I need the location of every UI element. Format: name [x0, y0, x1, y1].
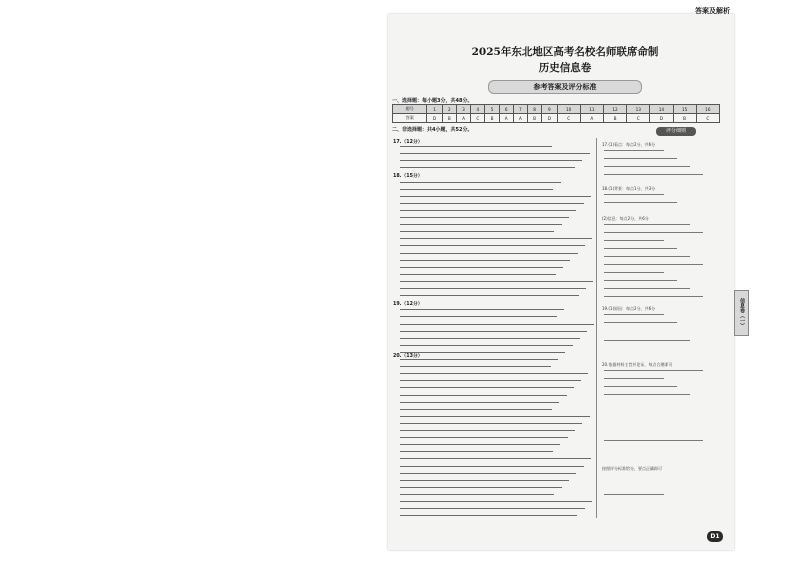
rubric-text-line — [604, 194, 664, 195]
rubric-note: 18.(1)背景：每点1分，共3分 — [602, 186, 656, 191]
answer-text-line — [400, 494, 554, 495]
answer-cell: C — [471, 114, 485, 123]
answer-text-line — [400, 501, 592, 502]
answer-text-line — [400, 430, 575, 431]
question-number-cell: 15 — [673, 105, 696, 114]
rubric-text-line — [604, 264, 703, 265]
question-number-cell: 14 — [650, 105, 673, 114]
answer-text-line — [400, 203, 584, 204]
question-number-cell: 16 — [696, 105, 719, 114]
answer-cell: A — [580, 114, 603, 123]
rubric-note: 20.依据材料主旨并论证，每点合理即可 — [602, 362, 673, 367]
question-number: 18.（15分） — [393, 174, 423, 179]
question-number-cell: 13 — [627, 105, 650, 114]
question-number: 20.（13分） — [393, 354, 423, 359]
answer-text-line — [400, 416, 590, 417]
question-number-cell: 2 — [442, 105, 456, 114]
answer-text-line — [400, 281, 593, 282]
rubric-text-line — [604, 394, 690, 395]
rubric-text-line — [604, 440, 703, 441]
answer-text-line — [400, 316, 557, 317]
answer-text-line — [400, 359, 558, 360]
answer-text-line — [400, 331, 587, 332]
page-number: D1 — [707, 531, 723, 542]
answer-text-line — [400, 487, 562, 488]
doc-title: 2025年东北地区高考名校名师联席命制 — [471, 46, 659, 58]
corner-label: 答案及解析 — [695, 7, 730, 15]
rubric-text-line — [604, 340, 690, 341]
answer-cell: D — [427, 114, 442, 123]
rubric-text-line — [604, 158, 677, 159]
answer-text-line — [400, 274, 556, 275]
answer-text-line — [400, 473, 576, 474]
answer-text-line — [400, 224, 562, 225]
answer-text-line — [400, 253, 578, 254]
rubric-text-line — [604, 150, 664, 151]
rubric-pill: 评分细则 — [656, 127, 696, 136]
rubric-text-line — [604, 224, 690, 225]
answer-text-line — [400, 409, 552, 410]
rubric-text-line — [604, 378, 664, 379]
answer-cell: B — [673, 114, 696, 123]
question-number-cell: 11 — [580, 105, 603, 114]
answer-text-line — [400, 210, 576, 211]
rubric-text-line — [604, 232, 703, 233]
question-number-cell: 10 — [557, 105, 580, 114]
answer-text-line — [400, 217, 569, 218]
answer-text-line — [400, 380, 581, 381]
question-number: 17.（12分） — [393, 140, 423, 145]
rubric-text-line — [604, 174, 703, 175]
question-number-cell: 5 — [485, 105, 499, 114]
answer-text-line — [400, 402, 559, 403]
answer-text-line — [400, 324, 594, 325]
answer-text-line — [400, 267, 563, 268]
answer-text-line — [400, 373, 588, 374]
answer-text-line — [400, 260, 570, 261]
doc-subtitle: 历史信息卷 — [538, 62, 592, 74]
answer-text-line — [400, 153, 590, 154]
answer-sheet-page — [388, 14, 734, 550]
rubric-text-line — [604, 296, 703, 297]
rubric-text-line — [604, 288, 690, 289]
question-number-cell: 7 — [513, 105, 527, 114]
answer-cell: A — [499, 114, 513, 123]
answer-text-line — [400, 437, 568, 438]
answer-cell: B — [527, 114, 541, 123]
side-tab: 信息卷（一） — [734, 290, 749, 336]
rubric-note: 按照评分标准给分，要点正确即可 — [602, 466, 662, 471]
answer-cell: D — [650, 114, 673, 123]
answer-cell: D — [542, 114, 557, 123]
answer-cell: C — [627, 114, 650, 123]
rubric-text-line — [604, 322, 677, 323]
answer-text-line — [400, 189, 553, 190]
answer-text-line — [400, 231, 554, 232]
rubric-text-line — [604, 272, 664, 273]
answer-text-line — [400, 182, 561, 183]
answer-text-line — [400, 458, 591, 459]
rubric-text-line — [604, 280, 677, 281]
rubric-text-line — [604, 386, 677, 387]
answer-text-line — [400, 466, 584, 467]
answer-text-line — [400, 309, 564, 310]
answer-cell: C — [696, 114, 719, 123]
answer-text-line — [400, 387, 574, 388]
answer-header: 答案 — [393, 114, 427, 123]
answer-cell: B — [603, 114, 626, 123]
rubric-text-line — [604, 314, 664, 315]
rubric-text-line — [604, 256, 690, 257]
answer-text-line — [400, 160, 582, 161]
answer-text-line — [400, 288, 586, 289]
answer-table — [392, 104, 720, 123]
answer-text-line — [400, 345, 573, 346]
section2-label: 二、非选择题：共4小题，共52分。 — [392, 127, 473, 133]
answer-text-line — [400, 515, 577, 516]
answer-text-line — [400, 423, 582, 424]
rubric-text-line — [604, 202, 677, 203]
answer-text-line — [400, 338, 580, 339]
answer-text-line — [400, 444, 560, 445]
rubric-text-line — [604, 494, 664, 495]
question-number-cell: 8 — [527, 105, 541, 114]
question-number-cell: 3 — [456, 105, 470, 114]
answer-text-line — [400, 295, 579, 296]
answer-cell: A — [456, 114, 470, 123]
answer-text-line — [400, 167, 575, 168]
answer-text-line — [400, 480, 569, 481]
answer-text-line — [400, 196, 591, 197]
answer-cell: A — [513, 114, 527, 123]
rubric-note: 19.(1)原因：每点2分，共6分 — [602, 306, 656, 311]
rubric-text-line — [604, 248, 677, 249]
row-header: 题号 — [393, 105, 427, 114]
answer-cell: B — [442, 114, 456, 123]
rubric-note: 17.(1)看点：每点2分，共6分 — [602, 142, 656, 147]
answer-text-line — [400, 238, 592, 239]
answer-banner: 参考答案及评分标准 — [488, 80, 642, 94]
question-number-cell: 9 — [542, 105, 557, 114]
answer-cell: C — [557, 114, 580, 123]
answer-text-line — [400, 451, 553, 452]
rubric-text-line — [604, 166, 690, 167]
column-divider — [596, 138, 597, 518]
answer-text-line — [400, 508, 585, 509]
answer-text-line — [400, 146, 552, 147]
question-number-cell: 12 — [603, 105, 626, 114]
answer-text-line — [400, 352, 565, 353]
rubric-text-line — [604, 240, 664, 241]
rubric-text-line — [604, 370, 703, 371]
answer-text-line — [400, 245, 585, 246]
answer-cell: B — [485, 114, 499, 123]
answer-text-line — [400, 395, 567, 396]
question-number-cell: 6 — [499, 105, 513, 114]
question-number: 19.（12分） — [393, 302, 423, 307]
section1-label: 一、选择题：每小题3分，共48分。 — [392, 98, 473, 104]
question-number-cell: 1 — [427, 105, 442, 114]
answer-text-line — [400, 366, 551, 367]
question-number-cell: 4 — [471, 105, 485, 114]
rubric-note: (2)信息：每点2分，共6分 — [602, 216, 649, 221]
